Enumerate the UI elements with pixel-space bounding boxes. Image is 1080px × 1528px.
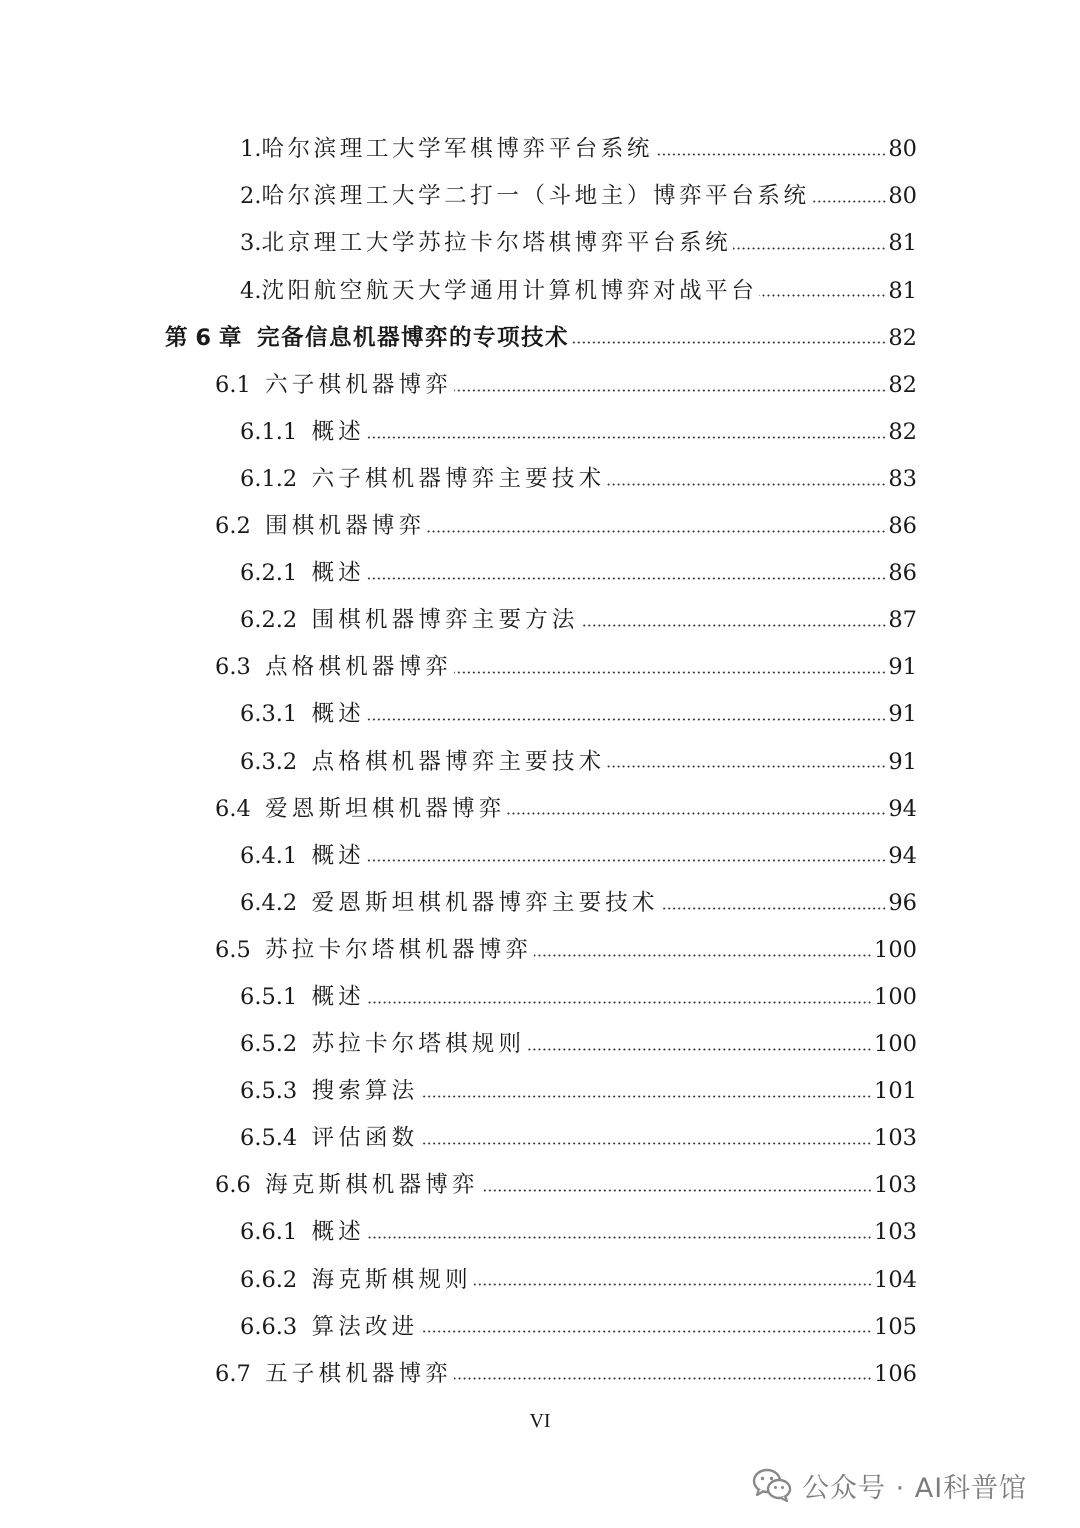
toc-entry-title: 海克斯棋规则	[311, 1266, 472, 1293]
toc-entry-number: 6.5.4	[240, 1125, 312, 1152]
dot-leader	[474, 1283, 872, 1286]
toc-entry-number: 6.5.2	[240, 1031, 312, 1058]
toc-entry-sub[interactable]	[0, 1303, 1080, 1350]
toc-entry-page: 81	[888, 230, 917, 257]
toc-entry-page: 94	[888, 795, 917, 822]
toc-entry-item[interactable]	[0, 173, 1080, 220]
dot-leader	[420, 1330, 872, 1333]
toc-entry-title: 六子棋机器博弈主要技术	[311, 465, 606, 492]
dot-leader	[367, 577, 886, 580]
dot-leader	[367, 859, 886, 862]
toc-entry-page: 80	[888, 183, 917, 210]
dot-leader	[454, 1377, 872, 1380]
toc-entry-number: 6.4.1	[240, 842, 312, 869]
toc-entry-title: 概述	[311, 701, 365, 728]
toc-entry-title: 海克斯棋机器博弈	[265, 1172, 479, 1199]
toc-entry-number: 6.5.1	[240, 983, 312, 1010]
dot-leader	[420, 1142, 872, 1145]
toc-entry-page: 82	[888, 324, 917, 351]
dot-leader	[655, 153, 886, 156]
toc-entry-page: 86	[888, 560, 917, 587]
dot-leader	[581, 624, 887, 627]
toc-entry-page: 83	[888, 465, 917, 492]
dot-leader	[607, 765, 886, 768]
toc-entry-page: 91	[888, 748, 917, 775]
toc-entry-title: 爱恩斯坦棋机器博弈	[265, 795, 506, 822]
toc-entry-number: 6.1.2	[240, 465, 312, 492]
toc-entry-title: 围棋机器博弈主要方法	[311, 607, 579, 634]
dot-leader	[759, 294, 886, 297]
toc-entry-page: 104	[874, 1266, 917, 1293]
toc-entry-number: 6.1.1	[240, 418, 312, 445]
toc-entry-section[interactable]	[0, 785, 1080, 832]
dot-leader	[427, 530, 886, 533]
toc-entry-number: 6.2	[215, 513, 266, 540]
toc-entry-title: 概述	[311, 842, 365, 869]
toc-entry-number: 6.1	[215, 371, 266, 398]
toc-entry-sub[interactable]	[0, 1021, 1080, 1068]
toc-entry-number: 6.2.2	[240, 607, 312, 634]
dot-leader	[454, 389, 886, 392]
toc-entry-section[interactable]	[0, 1350, 1080, 1397]
toc-entry-page: 82	[888, 418, 917, 445]
toc-entry-page: 103	[874, 1219, 917, 1246]
toc-entry-sub[interactable]	[0, 738, 1080, 785]
toc-entry-title: 苏拉卡尔塔棋规则	[311, 1031, 526, 1058]
toc-entry-section[interactable]	[0, 644, 1080, 691]
toc-entry-section[interactable]	[0, 361, 1080, 408]
toc-entry-page: 100	[874, 936, 917, 963]
toc-entry-title: 苏拉卡尔塔棋机器博弈	[265, 936, 533, 963]
toc-entry-sub[interactable]	[0, 456, 1080, 503]
toc-entry-title: 概述	[311, 418, 365, 445]
dot-leader	[481, 1189, 872, 1192]
toc-entry-number: 6.4.2	[240, 889, 312, 916]
dot-leader	[367, 436, 886, 439]
dot-leader	[607, 483, 886, 486]
page-number: VI	[529, 1410, 551, 1432]
toc-entry-number: 4.	[240, 277, 262, 304]
toc-entry-title: 概述	[311, 983, 365, 1010]
toc-entry-page: 105	[874, 1313, 917, 1340]
toc-entry-title: 爱恩斯坦棋机器博弈主要技术	[311, 889, 659, 916]
toc-entry-number: 6.5	[215, 936, 266, 963]
toc-entry-page: 86	[888, 513, 917, 540]
toc-entry-number: 6.3	[215, 654, 266, 681]
toc-entry-sub[interactable]	[0, 832, 1080, 879]
dot-leader	[420, 1095, 872, 1098]
toc-entry-title: 完备信息机器博弈的专项技术	[257, 324, 570, 351]
wechat-icon	[752, 1467, 792, 1503]
toc-entry-number: 6.7	[215, 1360, 266, 1387]
dot-leader	[812, 200, 887, 203]
watermark-text: 公众号 · AI科普馆	[802, 1472, 1028, 1504]
toc-entry-page: 87	[888, 607, 917, 634]
toc-entry-number: 6.4	[215, 795, 266, 822]
toc-entry-number: 6.5.3	[240, 1078, 312, 1105]
toc-entry-page: 94	[888, 842, 917, 869]
toc-entry-sub[interactable]	[0, 880, 1080, 927]
toc-entry-item[interactable]	[0, 267, 1080, 314]
toc-entry-page: 91	[888, 701, 917, 728]
toc-entry-number: 1.	[240, 136, 262, 163]
toc-entry-page: 91	[888, 654, 917, 681]
dot-leader	[571, 341, 886, 344]
toc-entry-title: 概述	[311, 560, 365, 587]
toc-entry-page: 101	[874, 1078, 917, 1105]
toc-entry-title: 北京理工大学苏拉卡尔塔棋博弈平台系统	[261, 230, 732, 257]
dot-leader	[454, 671, 886, 674]
watermark	[752, 1462, 1027, 1508]
toc-entry-number: 第 6 章	[165, 324, 257, 351]
toc-entry-page: 80	[888, 136, 917, 163]
toc-entry-number: 6.3.1	[240, 701, 312, 728]
toc-entry-page: 100	[874, 1031, 917, 1058]
toc-entry-title: 五子棋机器博弈	[265, 1360, 452, 1387]
toc-entry-section[interactable]	[0, 927, 1080, 974]
dot-leader	[507, 812, 886, 815]
toc-entry-title: 点格棋机器博弈主要技术	[311, 748, 606, 775]
dot-leader	[367, 1236, 872, 1239]
toc-entry-page: 81	[888, 277, 917, 304]
toc-entry-number: 3.	[240, 230, 262, 257]
toc-entry-title: 点格棋机器博弈	[265, 654, 452, 681]
toc-entry-title: 概述	[311, 1219, 365, 1246]
toc-entry-item[interactable]	[0, 220, 1080, 267]
toc-entry-page: 106	[874, 1360, 917, 1387]
toc-entry-sub[interactable]	[0, 597, 1080, 644]
toc-entry-number: 2.	[240, 183, 262, 210]
dot-leader	[733, 247, 886, 250]
toc-entry-chapter[interactable]	[0, 314, 1080, 361]
dot-leader	[534, 954, 872, 957]
toc-entry-sub[interactable]	[0, 691, 1080, 738]
toc-entry-number: 6.6.3	[240, 1313, 312, 1340]
toc-entry-page: 100	[874, 983, 917, 1010]
toc-entry-section[interactable]	[0, 503, 1080, 550]
toc-entry-sub[interactable]	[0, 1115, 1080, 1162]
toc-entry-page: 82	[888, 371, 917, 398]
toc-entry-number: 6.6.2	[240, 1266, 312, 1293]
toc-entry-number: 6.3.2	[240, 748, 312, 775]
table-of-contents	[0, 126, 1080, 1398]
toc-entry-title: 六子棋机器博弈	[265, 371, 452, 398]
toc-entry-sub[interactable]	[0, 1068, 1080, 1115]
toc-entry-title: 哈尔滨理工大学二打一（斗地主）博弈平台系统	[261, 183, 810, 210]
toc-entry-sub[interactable]	[0, 1256, 1080, 1303]
toc-entry-page: 96	[888, 889, 917, 916]
toc-entry-page: 103	[874, 1172, 917, 1199]
toc-entry-sub[interactable]	[0, 1209, 1080, 1256]
toc-entry-title: 算法改进	[311, 1313, 419, 1340]
toc-entry-number: 6.6.1	[240, 1219, 312, 1246]
toc-entry-sub[interactable]	[0, 974, 1080, 1021]
toc-entry-title: 沈阳航空航天大学通用计算机博弈对战平台	[261, 277, 758, 304]
toc-entry-sub[interactable]	[0, 409, 1080, 456]
dot-leader	[367, 718, 886, 721]
toc-entry-title: 评估函数	[311, 1125, 419, 1152]
dot-leader	[527, 1048, 872, 1051]
toc-entry-sub[interactable]	[0, 550, 1080, 597]
toc-entry-title: 搜索算法	[311, 1078, 419, 1105]
toc-entry-title: 围棋机器博弈	[265, 513, 426, 540]
toc-entry-number: 6.2.1	[240, 560, 312, 587]
toc-entry-page: 103	[874, 1125, 917, 1152]
toc-entry-number: 6.6	[215, 1172, 266, 1199]
toc-entry-title: 哈尔滨理工大学军棋博弈平台系统	[261, 136, 653, 163]
dot-leader	[367, 1001, 872, 1004]
toc-entry-section[interactable]	[0, 1162, 1080, 1209]
dot-leader	[661, 907, 887, 910]
toc-entry-item[interactable]	[0, 126, 1080, 173]
